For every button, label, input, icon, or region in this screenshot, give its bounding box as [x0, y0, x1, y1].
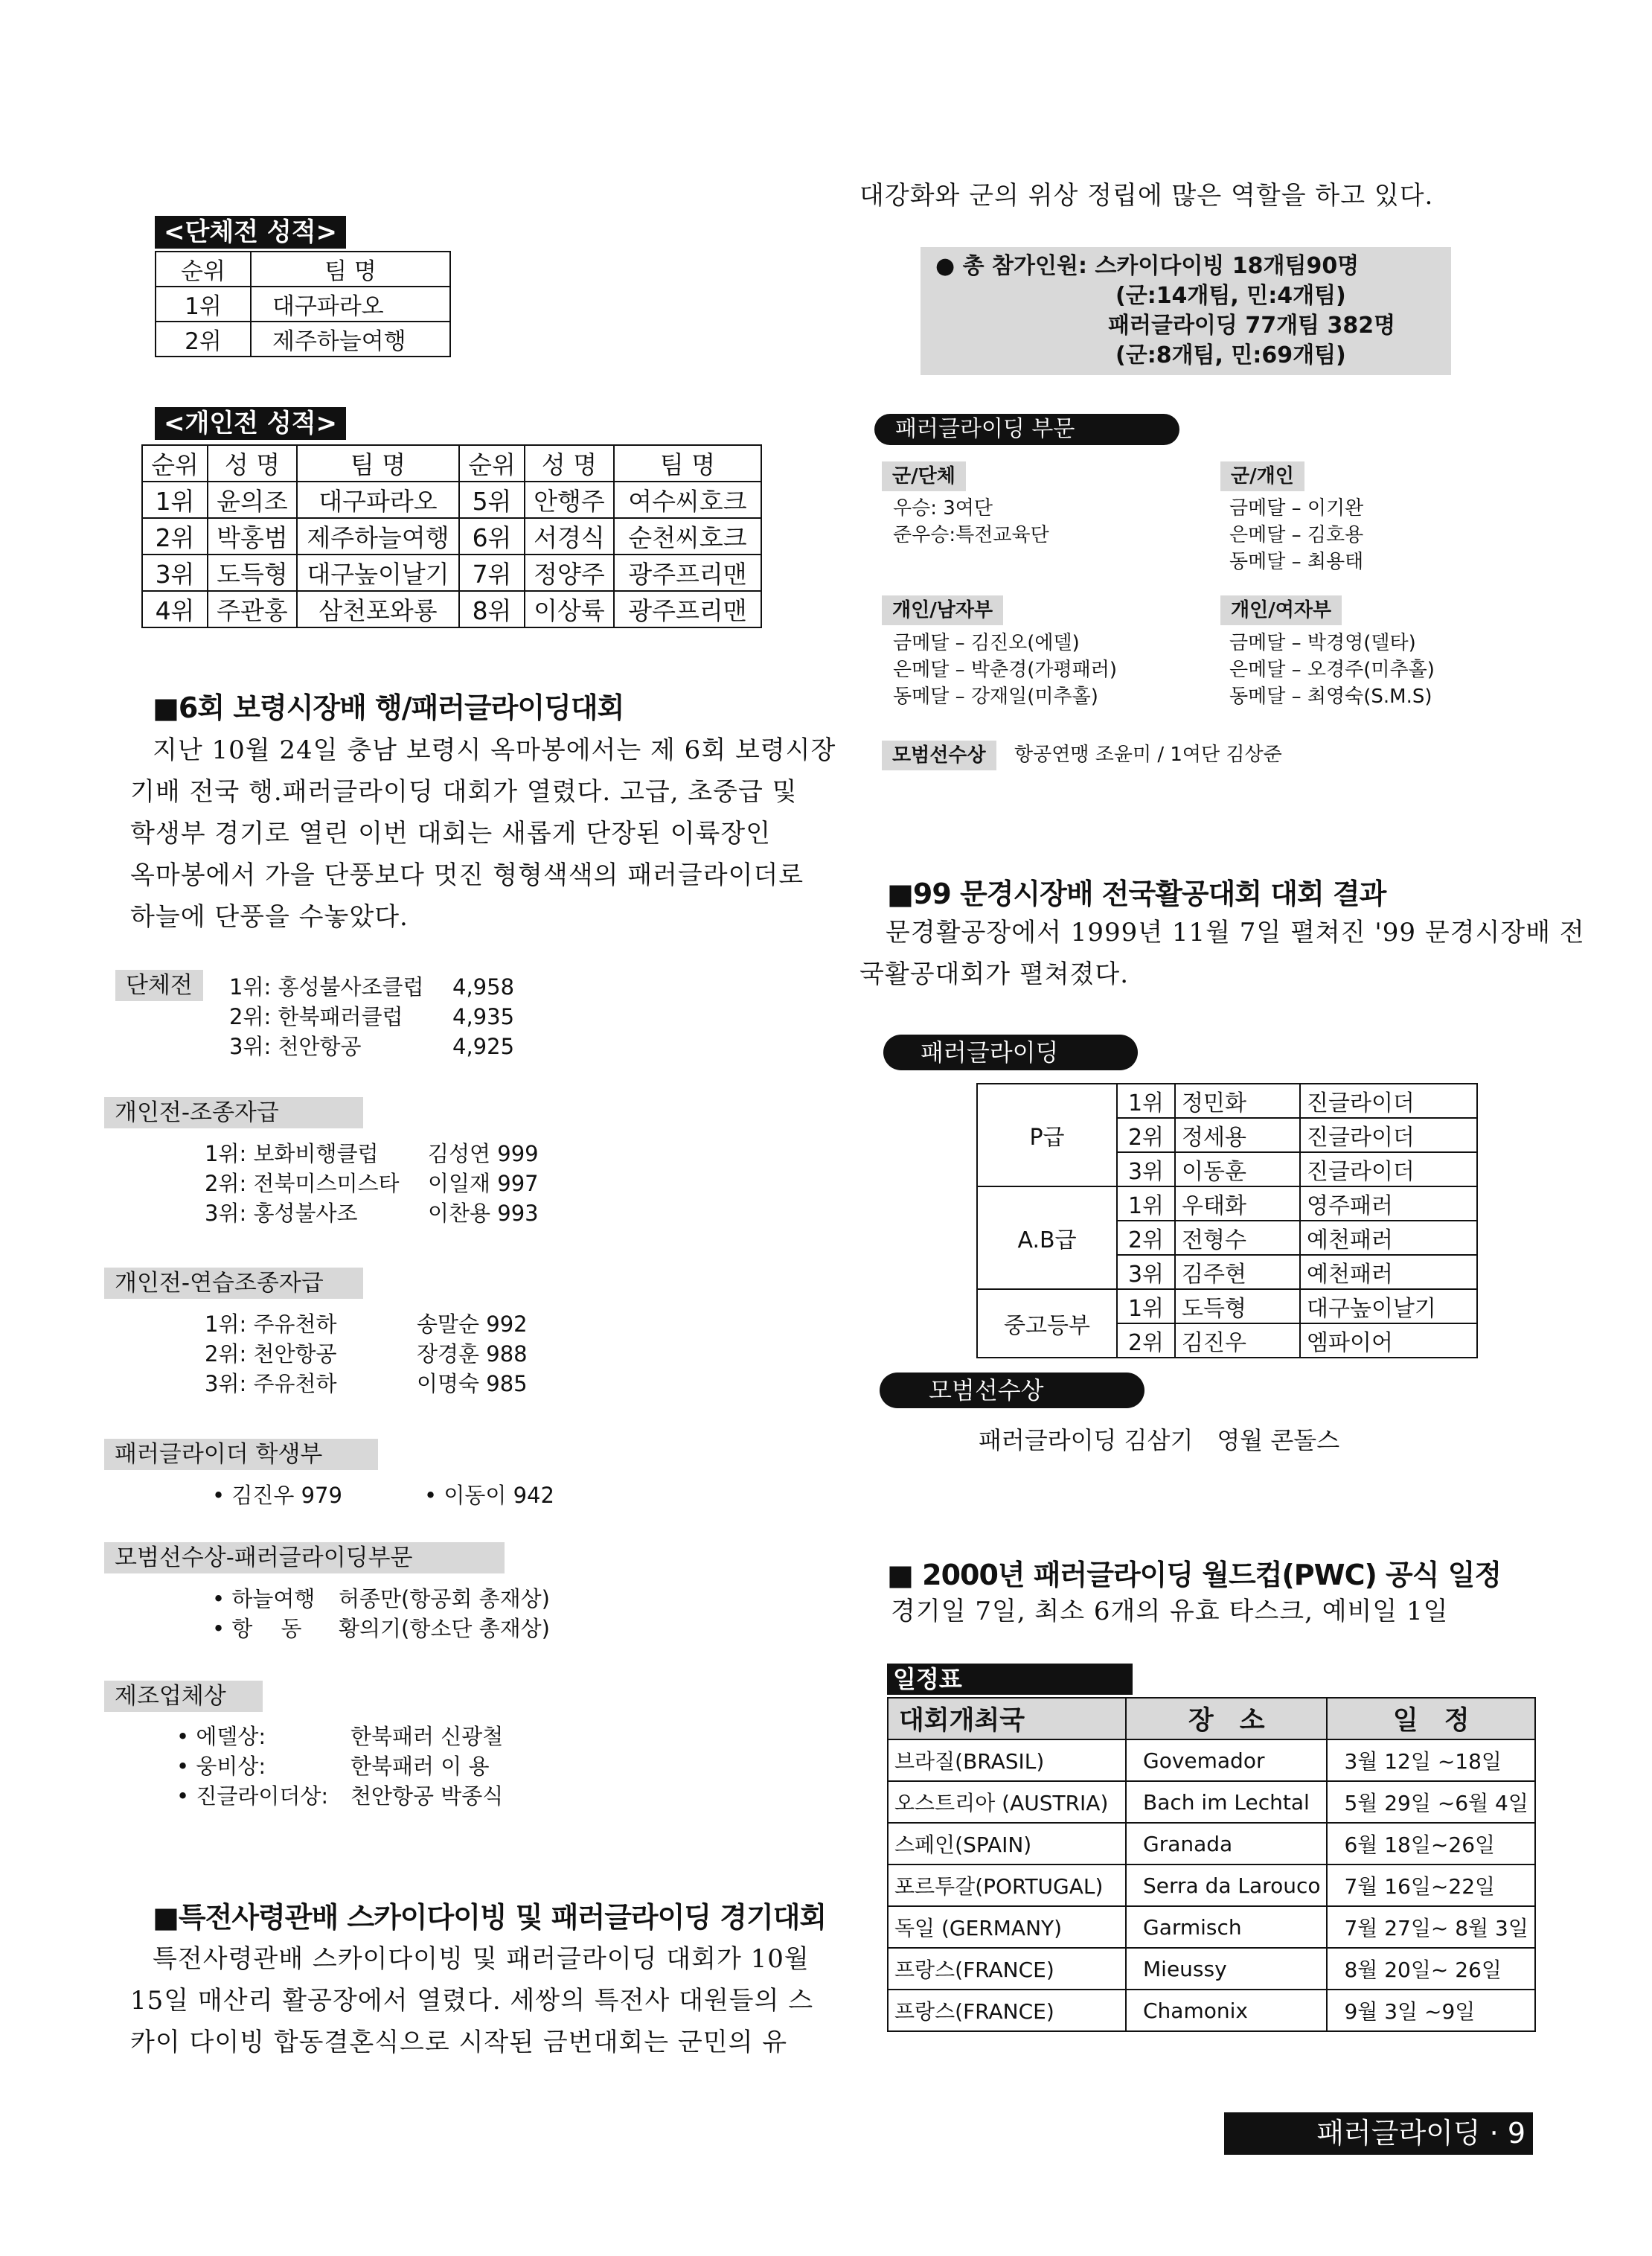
table-cell: 예천패러: [1300, 1255, 1477, 1289]
participants-line: (군:8개팀, 민:69개팀): [1115, 342, 1346, 368]
model-player-label-right: 모범선수상: [882, 741, 996, 770]
table-cell: 3위: [142, 555, 208, 591]
result-line: 은메달 – 오경주(미추홀): [1229, 659, 1435, 681]
table-cell: 김주현: [1175, 1255, 1300, 1289]
result-line: 우승: 3여단: [893, 497, 993, 520]
mungyeong-paragraph: [859, 912, 1585, 995]
model-player-label: 모범선수상-패러글라이딩부문: [104, 1542, 505, 1573]
military-individual-rows: [1229, 495, 1363, 575]
military-team-label: 군/단체: [882, 461, 966, 491]
team-rows: [229, 972, 514, 1061]
practice-name: 장경훈 988: [417, 1341, 528, 1367]
table-cell: 9월 3일 ~9일: [1327, 1990, 1534, 2031]
student-rows: [212, 1480, 554, 1510]
mungyeong-pill: 패러글라이딩: [883, 1035, 1138, 1070]
result-line: 동메달 – 최영숙(S.M.S): [1229, 686, 1432, 708]
table-cell: 8위: [459, 591, 525, 627]
table-cell: Chamonix: [1126, 1990, 1327, 2031]
individual-results-label: <개인전 성적>: [155, 407, 346, 440]
table-cell: 대구높이날기: [1300, 1289, 1477, 1323]
maker-winner: 한북패러 이 용: [350, 1754, 490, 1779]
table-cell: 독일 (GERMANY): [888, 1906, 1126, 1948]
table-cell: 서경식: [525, 518, 614, 555]
practice-name: 이명숙 985: [417, 1371, 528, 1396]
table-header: 팀 명: [614, 445, 761, 482]
table-cell: 오스트리아 (AUSTRIA): [888, 1781, 1126, 1823]
table-cell: 여수씨호크: [614, 482, 761, 518]
table-cell: 순천씨호크: [614, 518, 761, 555]
group-cell: P급: [977, 1084, 1117, 1186]
pwc-heading: ■ 2000년 패러글라이딩 월드컵(PWC) 공식 일정: [887, 1559, 1502, 1591]
model-player-name: 허종만(항공회 총재상): [339, 1586, 550, 1611]
maker-winner: 천안항공 박종식: [350, 1783, 504, 1809]
table-cell: 1위: [156, 287, 251, 322]
model-player-text: 패러글라이딩 김삼기 영월 콘돌스: [979, 1426, 1340, 1454]
military-individual-label: 군/개인: [1220, 461, 1304, 491]
table-cell: 5위: [459, 482, 525, 518]
table-cell: 1위: [1117, 1084, 1175, 1118]
table-cell: 3월 12일 ~18일: [1327, 1739, 1534, 1781]
model-player-team: • 하늘여행: [212, 1586, 316, 1611]
pilot-rank: 2위: 전북미스미스타: [205, 1171, 400, 1196]
participants-line: (군:14개팀, 민:4개팀): [1115, 283, 1346, 309]
model-player-pill: 모범선수상: [880, 1373, 1144, 1408]
table-cell: Bach im Lechtal: [1126, 1781, 1327, 1823]
pilot-name: 이일재 997: [428, 1171, 539, 1196]
table-cell: 우태화: [1175, 1186, 1300, 1221]
paragraph-line: 하늘에 단풍을 수놓았다.: [130, 902, 409, 932]
table-cell: 대구파라오: [297, 482, 459, 518]
table-cell: 1위: [1117, 1289, 1175, 1323]
table-header: 팀 명: [251, 252, 450, 287]
table-cell: 2위: [1117, 1118, 1175, 1152]
team-rank: 2위: 한북패러클럽: [229, 1004, 403, 1029]
model-player-name: 황의기(항소단 총재상): [339, 1616, 550, 1641]
table-cell: 포르투갈(PORTUGAL): [888, 1864, 1126, 1906]
pilot-name: 이찬용 993: [428, 1201, 539, 1226]
table-cell: 프랑스(FRANCE): [888, 1948, 1126, 1990]
pilot-rank: 1위: 보화비행클럽: [205, 1141, 379, 1166]
paragraph-line: 지난 10월 24일 충남 보령시 옥마봉에서는 제 6회 보령시장: [153, 735, 836, 765]
table-cell: 1위: [142, 482, 208, 518]
table-cell: 삼천포와룡: [297, 591, 459, 627]
table-cell: 7월 16일~22일: [1327, 1864, 1534, 1906]
table-cell: Garmisch: [1126, 1906, 1327, 1948]
table-cell: 8월 20일~ 26일: [1327, 1948, 1534, 1990]
military-team-rows: [893, 495, 1049, 549]
paragraph-line: 국활공대회가 펼쳐졌다.: [859, 959, 1130, 989]
maker-award: • 진글라이더상:: [176, 1783, 329, 1809]
special-forces-paragraph: [130, 1938, 813, 2063]
table-cell: Mieussy: [1126, 1948, 1327, 1990]
result-line: 금메달 – 박경영(델타): [1229, 632, 1416, 654]
paragraph-line: 학생부 경기로 열린 이번 대회는 새롭게 단장된 이륙장인: [130, 819, 772, 849]
practice-rank: 1위: 주유천하: [205, 1311, 337, 1337]
table-header: 장 소: [1126, 1698, 1327, 1739]
pilot-name: 김성연 999: [428, 1141, 539, 1166]
intro-line: [859, 175, 1433, 217]
table-cell: 3위: [1117, 1152, 1175, 1186]
team-rank: 3위: 천안항공: [229, 1034, 362, 1059]
result-line: 금메달 – 이기완: [1229, 497, 1364, 520]
table-cell: 2위: [1117, 1323, 1175, 1358]
group-cell: A.B급: [977, 1186, 1117, 1289]
student-item: • 이동이 942: [424, 1483, 554, 1508]
mungyeong-heading: ■99 문경시장배 전국활공대회 대회 결과: [887, 878, 1386, 910]
table-cell: 정세용: [1175, 1118, 1300, 1152]
table-cell: 안행주: [525, 482, 614, 518]
table-cell: 프랑스(FRANCE): [888, 1990, 1126, 2031]
result-line: 준우승:특전교육단: [893, 524, 1049, 546]
student-label: 패러글라이더 학생부: [104, 1439, 378, 1470]
men-label: 개인/남자부: [882, 595, 1003, 625]
practice-label: 개인전-연습조종자급: [104, 1268, 363, 1299]
table-cell: 전형수: [1175, 1221, 1300, 1255]
table-cell: 7위: [459, 555, 525, 591]
table-header: 성 명: [525, 445, 614, 482]
table-cell: 6위: [459, 518, 525, 555]
paragraph-line: 특전사령관배 스카이다이빙 및 패러글라이딩 대회가 10월: [153, 1944, 810, 1974]
table-cell: Granada: [1126, 1823, 1327, 1864]
table-header: 성 명: [208, 445, 297, 482]
table-cell: 박홍범: [208, 518, 297, 555]
paragraph-line: 경기일 7일, 최소 6개의 유효 타스크, 예비일 1일: [891, 1597, 1449, 1626]
result-line: 동메달 – 최용태: [1229, 551, 1364, 573]
mungyeong-results-table: [976, 1083, 1478, 1358]
paragraph-line: 기배 전국 행.패러글라이딩 대회가 열렸다. 고급, 초중급 및: [130, 777, 798, 807]
model-player-rows: [212, 1584, 550, 1643]
result-line: 은메달 – 박춘경(가평패러): [893, 659, 1117, 681]
maker-label: 제조업체상: [104, 1681, 263, 1712]
team-rank: 1위: 홍성불사조클럽: [229, 974, 424, 1000]
practice-rank: 3위: 주유천하: [205, 1371, 337, 1396]
practice-name: 송말순 992: [417, 1311, 528, 1337]
table-cell: 엠파이어: [1300, 1323, 1477, 1358]
table-cell: 도득형: [208, 555, 297, 591]
special-forces-heading: ■특전사령관배 스카이다이빙 및 패러글라이딩 경기대회: [153, 1901, 827, 1934]
team-results-label: <단체전 성적>: [155, 216, 346, 249]
paragraph-line: 옥마봉에서 가을 단풍보다 멋진 형형색색의 패러글라이더로: [130, 860, 804, 890]
table-cell: 광주프리맨: [614, 555, 761, 591]
boryeong-paragraph: [130, 729, 836, 938]
table-cell: 7월 27일~ 8월 3일: [1327, 1906, 1534, 1948]
table-cell: 윤의조: [208, 482, 297, 518]
table-cell: 진글라이더: [1300, 1084, 1477, 1118]
table-cell: 제주하늘여행: [297, 518, 459, 555]
pilot-rows: [205, 1139, 539, 1228]
table-cell: 2위: [1117, 1221, 1175, 1255]
practice-rank: 2위: 천안항공: [205, 1341, 337, 1367]
table-cell: 제주하늘여행: [251, 322, 450, 357]
team-label: 단체전: [115, 970, 203, 1001]
table-cell: 6월 18일~26일: [1327, 1823, 1534, 1864]
men-rows: [893, 630, 1117, 710]
paragraph-line: 대강화와 군의 위상 정립에 많은 역할을 하고 있다.: [859, 181, 1434, 211]
table-cell: 3위: [1117, 1255, 1175, 1289]
table-cell: 영주패러: [1300, 1186, 1477, 1221]
result-line: 금메달 – 김진오(에델): [893, 632, 1080, 654]
result-line: 동메달 – 강재일(미추홀): [893, 686, 1098, 708]
paragliding-division-pill: 패러글라이딩 부문: [874, 414, 1179, 445]
team-results-table: [155, 251, 451, 357]
table-header: 대회개최국: [888, 1698, 1126, 1739]
team-score: 4,925: [452, 1034, 515, 1059]
table-cell: 예천패러: [1300, 1221, 1477, 1255]
table-header: 순위: [459, 445, 525, 482]
table-cell: 이동훈: [1175, 1152, 1300, 1186]
participants-line: 패러글라이딩 77개팀 382명: [1108, 313, 1396, 339]
team-score: 4,935: [452, 1004, 515, 1029]
team-score: 4,958: [452, 974, 515, 1000]
table-cell: 정민화: [1175, 1084, 1300, 1118]
table-cell: 이상륙: [525, 591, 614, 627]
table-cell: 2위: [156, 322, 251, 357]
table-cell: 광주프리맨: [614, 591, 761, 627]
boryeong-heading: ■6회 보령시장배 행/패러글라이딩대회: [153, 691, 624, 724]
pilot-label: 개인전-조종자급: [104, 1097, 363, 1128]
model-player-text-right: 항공연맹 조윤미 / 1여단 김상준: [1014, 744, 1282, 766]
table-cell: 스페인(SPAIN): [888, 1823, 1126, 1864]
student-item: • 김진우 979: [212, 1483, 342, 1508]
group-cell: 중고등부: [977, 1289, 1117, 1358]
table-cell: 정양주: [525, 555, 614, 591]
table-cell: Govemador: [1126, 1739, 1327, 1781]
table-cell: 2위: [142, 518, 208, 555]
table-cell: 4위: [142, 591, 208, 627]
individual-results-table-left: [141, 444, 460, 628]
table-header: 팀 명: [297, 445, 459, 482]
paragraph-line: 15일 매산리 활공장에서 열렸다. 세쌍의 특전사 대원들의 스: [130, 1986, 814, 2016]
result-line: 은메달 – 김호용: [1229, 524, 1364, 546]
table-cell: 진글라이더: [1300, 1118, 1477, 1152]
table-header: 순위: [142, 445, 208, 482]
maker-rows: [176, 1722, 503, 1811]
schedule-label: 일정표: [887, 1664, 1133, 1695]
table-header: 순위: [156, 252, 251, 287]
table-cell: 김진우: [1175, 1323, 1300, 1358]
pilot-rank: 3위: 홍성불사조: [205, 1201, 358, 1226]
table-cell: 도득형: [1175, 1289, 1300, 1323]
table-cell: 5월 29일 ~6월 4일: [1327, 1781, 1534, 1823]
pwc-subline: [891, 1591, 1449, 1632]
women-label: 개인/여자부: [1220, 595, 1342, 625]
maker-winner: 한북패러 신광철: [350, 1724, 504, 1749]
table-cell: Serra da Larouco: [1126, 1864, 1327, 1906]
paragraph-line: 카이 다이빙 합동결혼식으로 시작된 금번대회는 군민의 유: [130, 2027, 788, 2057]
table-cell: 주관홍: [208, 591, 297, 627]
table-header: 일 정: [1327, 1698, 1534, 1739]
page-footer: 패러글라이딩 · 9: [1224, 2112, 1533, 2155]
practice-rows: [205, 1309, 528, 1399]
table-cell: 대구파라오: [251, 287, 450, 322]
maker-award: • 에델상:: [176, 1724, 266, 1749]
participants-box: [921, 247, 1451, 375]
maker-award: • 웅비상:: [176, 1754, 266, 1779]
paragraph-line: 문경활공장에서 1999년 11월 7일 펼쳐진 '99 문경시장배 전: [886, 918, 1585, 948]
table-cell: 1위: [1117, 1186, 1175, 1221]
table-cell: 진글라이더: [1300, 1152, 1477, 1186]
women-rows: [1229, 630, 1435, 710]
table-cell: 브라질(BRASIL): [888, 1739, 1126, 1781]
table-cell: 대구높이날기: [297, 555, 459, 591]
participants-line: ● 총 참가인원: 스카이다이빙 18개팀90명: [935, 253, 1360, 279]
model-player-team: • 항 동: [212, 1616, 302, 1641]
schedule-table: [887, 1697, 1536, 2032]
individual-results-table-right: [458, 444, 762, 628]
